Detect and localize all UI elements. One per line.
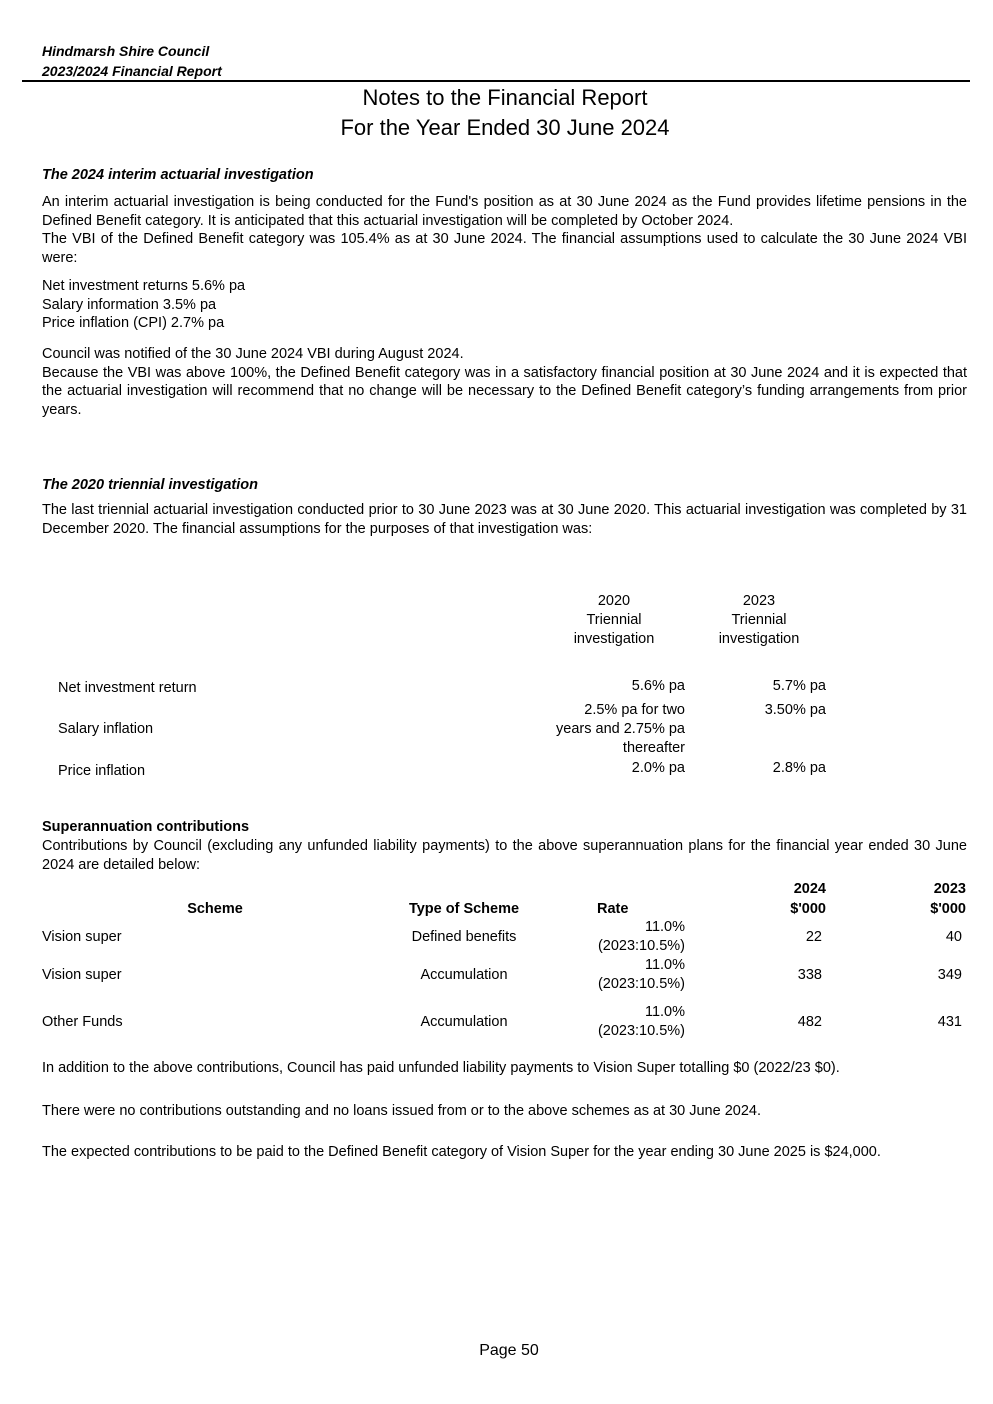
assumption-2020-value: 5.6% pa <box>631 678 685 694</box>
scheme-rate: 11.0% <box>644 957 685 973</box>
assumption-2020-value: 2.5% pa for two <box>584 702 685 718</box>
assumption-row-label: Net investment return <box>58 680 197 696</box>
assumption-item: Net investment returns 5.6% pa <box>42 278 246 294</box>
header-scheme: Scheme <box>187 901 243 917</box>
assumption-2023-value: 3.50% pa <box>764 702 826 718</box>
scheme-rate-prior: (2023:10.5%) <box>597 1023 685 1039</box>
scheme-rate-prior: (2023:10.5%) <box>597 938 685 954</box>
contribution-2023: 40 <box>945 929 962 945</box>
interim-body <box>42 193 967 267</box>
header-2023: 2023 <box>933 881 966 897</box>
assumption-2023-value: 2.8% pa <box>772 760 826 776</box>
assumption-2023-value: 5.7% pa <box>772 678 826 694</box>
header-report: 2023/2024 Financial Report <box>42 63 222 79</box>
assumption-2020-value: years and 2.75% pa <box>556 721 685 737</box>
col-2023-year: 2023 <box>742 593 776 609</box>
note-expected: The expected contributions to be paid to the Defined Benefit category of Vision Super for the year ending 30 June 2025 is $24,000. <box>42 1144 881 1160</box>
scheme-rate-prior: (2023:10.5%) <box>597 976 685 992</box>
scheme-name: Vision super <box>42 967 122 983</box>
col-2020-year: 2020 <box>597 593 631 609</box>
interim-para-4: Because the VBI was above 100%, the Defined Benefit category was in a satisfactory financial position at 30 June 2024 and it is expected that the actuarial investigation will recommend that no change will be necessary to the Defined Benefit category’s funding arrangements from prior years. <box>42 364 967 418</box>
col-2020-label: investigation <box>573 631 655 647</box>
contributions-heading: Superannuation contributions <box>42 819 250 835</box>
header-2024: 2024 <box>793 881 826 897</box>
scheme-name: Other Funds <box>42 1014 123 1030</box>
contribution-2024: 482 <box>797 1014 822 1030</box>
scheme-type: Accumulation <box>420 967 508 983</box>
interim-para-3: Council was notified of the 30 June 2024 VBI during August 2024. <box>42 346 464 362</box>
scheme-rate: 11.0% <box>644 1004 685 1020</box>
page-number: Page 50 <box>479 1342 539 1359</box>
scheme-type: Defined benefits <box>411 929 517 945</box>
triennial-heading: The 2020 triennial investigation <box>42 477 258 493</box>
page-subtitle: For the Year Ended 30 June 2024 <box>340 115 670 140</box>
note-outstanding: There were no contributions outstanding and no loans issued from or to the above schemes as at 30 June 2024. <box>42 1103 762 1119</box>
contribution-2024: 22 <box>805 929 822 945</box>
scheme-type: Accumulation <box>420 1014 508 1030</box>
col-2023-label: Triennial <box>731 612 787 628</box>
assumption-item: Price inflation (CPI) 2.7% pa <box>42 315 225 331</box>
header-type: Type of Scheme <box>408 901 520 917</box>
assumption-row-label: Salary inflation <box>58 721 154 737</box>
interim-conclusion <box>42 345 967 419</box>
header-unit-2024: $'000 <box>790 901 826 917</box>
header-org: Hindmarsh Shire Council <box>42 43 210 59</box>
triennial-para: The last triennial actuarial investigation conducted prior to 30 June 2023 was at 30 June 2020. This actuarial investigation was completed by 31 December 2020. The financial assumptions for the purposes of that investigation was: <box>42 502 967 537</box>
scheme-name: Vision super <box>42 929 122 945</box>
assumption-2020-value: thereafter <box>622 740 685 756</box>
assumption-item: Salary information 3.5% pa <box>42 297 217 313</box>
header-rule <box>22 80 970 82</box>
page-title: Notes to the Financial Report <box>362 85 648 110</box>
scheme-rate: 11.0% <box>644 919 685 935</box>
col-2023-label: investigation <box>718 631 800 647</box>
col-2020-label: Triennial <box>586 612 642 628</box>
interim-heading: The 2024 interim actuarial investigation <box>42 167 314 183</box>
header-rate: Rate <box>597 901 629 917</box>
contribution-2023: 349 <box>937 967 962 983</box>
header-unit-2023: $'000 <box>930 901 966 917</box>
contribution-2024: 338 <box>797 967 822 983</box>
assumption-2020-value: 2.0% pa <box>631 760 685 776</box>
contribution-2023: 431 <box>937 1014 962 1030</box>
note-unfunded: In addition to the above contributions, Council has paid unfunded liability payments to Vision Super totalling $0 (2022/23 $0). <box>42 1060 840 1076</box>
contributions-para: Contributions by Council (excluding any unfunded liability payments) to the above superannuation plans for the financial year ended 30 June 2024 are detailed below: <box>42 838 967 873</box>
assumption-row-label: Price inflation <box>58 763 146 779</box>
interim-para-1: An interim actuarial investigation is being conducted for the Fund's position as at 30 June 2024 as the Fund provides lifetime pensions in the Defined Benefit category. It is anticipated that this actuarial investigation will be completed by October 2024. <box>42 194 967 229</box>
interim-para-2: The VBI of the Defined Benefit category was 105.4% as at 30 June 2024. The financial assumptions used to calculate the 30 June 2024 VBI were: <box>42 231 967 266</box>
